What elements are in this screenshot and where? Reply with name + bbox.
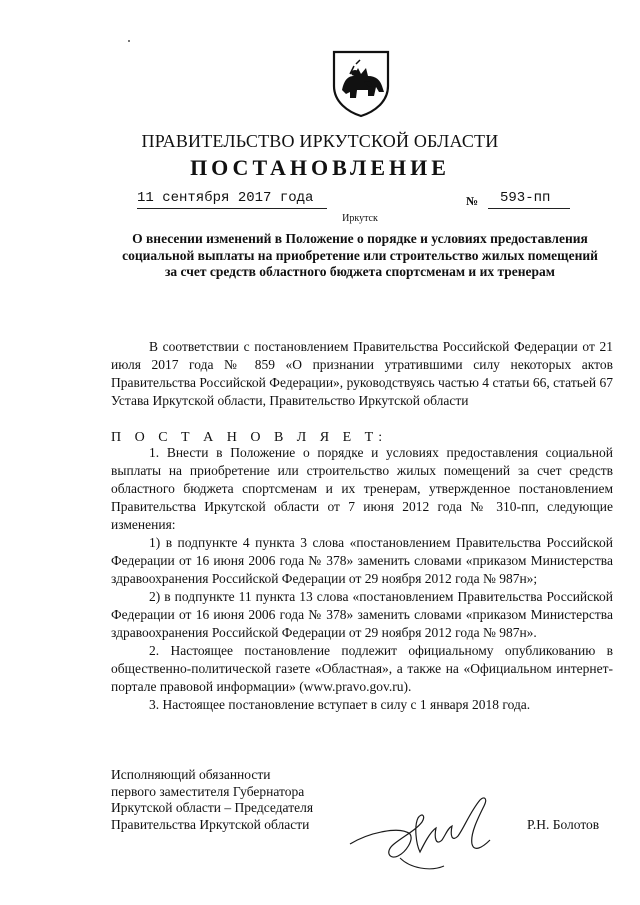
document-title: О внесении изменений в Положение о порядке и условиях предоставления социальной выплаты на приобретение или строительство жилых помещений за счет средств областного бюджета спортсменам и их тренерам (122, 231, 598, 279)
position-line: Правительства Иркутской области (111, 816, 310, 832)
preamble-paragraph: В соответствии с постановлением Правительства Российской Федерации от 21 июля 2017 года № 859 «О признании утратившими силу некоторых актов Правительства Российской Федерации», руководствуясь частью 4 статьи 66, статьей 67 Устава Иркутской области, Правительство Иркутской области (111, 339, 613, 408)
preamble-section (111, 338, 613, 410)
resolution-items (111, 444, 613, 714)
document-date: 11 сентября 2017 года (137, 190, 327, 209)
item-1-subitem-2: 2) в подпункте 11 пункта 13 слова «постановлением Правительства Российской Федерации от 16 июня 2006 года № 378» заменить словами «приказом Министерства здравоохранения Российской Федерации от 29 ноября 2012 года № 987н». (111, 589, 613, 640)
item-3: 3. Настоящее постановление вступает в силу с 1 января 2018 года. (149, 697, 531, 712)
scan-speck (128, 40, 130, 42)
position-line: Иркутской области – Председателя (111, 800, 314, 815)
position-line: первого заместителя Губернатора (111, 783, 305, 799)
irkutsk-region-coat-of-arms-icon (330, 46, 392, 118)
position-line: Исполняющий обязанности (111, 767, 271, 782)
resolves-heading: П О С Т А Н О В Л Я Е Т: (111, 430, 388, 445)
document-number: 593-пп (488, 190, 570, 209)
item-1: 1. Внести в Положение о порядке и условиях предоставления социальной выплаты на приобретение или строительство жилых помещений за счет средств областного бюджета спортсменам и их тренерам, утвержденное постановлением Правительства Иркутской области от 7 июня 2012 года № 310-пп, следующие изменения: (111, 445, 613, 532)
handwritten-signature-icon (340, 782, 515, 877)
government-name: ПРАВИТЕЛЬСТВО ИРКУТСКОЙ ОБЛАСТИ (141, 131, 499, 151)
number-sign: № (466, 194, 479, 208)
item-2: 2. Настоящее постановление подлежит официальному опубликованию в общественно-политической газете «Областная», а также на «Официальном интернет-портале правовой информации» (www.pravo.gov.ru). (111, 643, 613, 694)
document-type: ПОСТАНОВЛЕНИЕ (190, 155, 450, 180)
signatory-position (111, 767, 313, 833)
signer-name: Р.Н. Болотов (527, 817, 600, 832)
document-city: Иркутск (342, 213, 378, 224)
item-1-subitem-1: 1) в подпункте 4 пункта 3 слова «постановлением Правительства Российской Федерации от 16 июня 2006 года № 378» заменить словами «приказом Министерства здравоохранения Российской Федерации от 29 ноября 2012 года № 987н»; (111, 535, 613, 586)
